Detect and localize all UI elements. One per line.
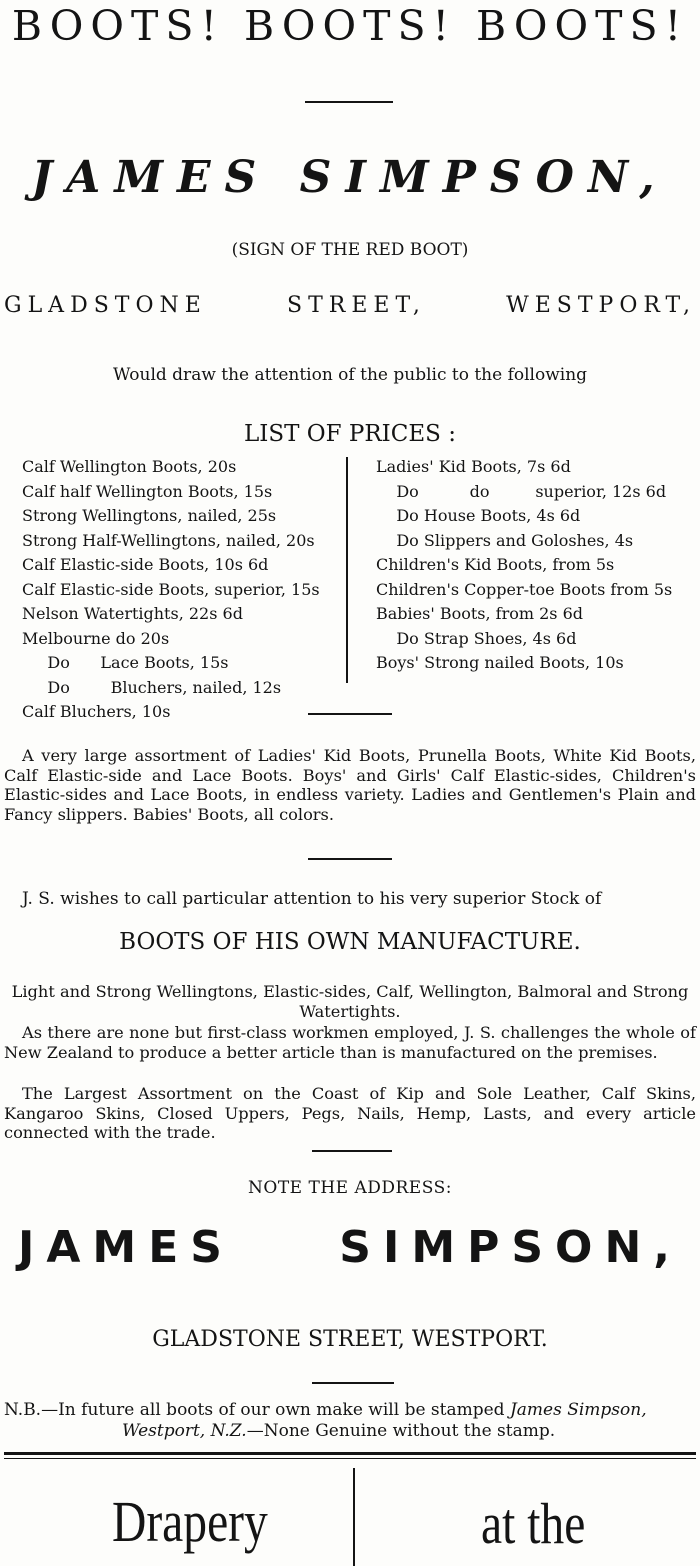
price-item: Calf Elastic-side Boots, 10s 6d bbox=[22, 555, 269, 574]
own-manufacture-heading: BOOTS OF HIS OWN MANUFACTURE. bbox=[119, 929, 581, 955]
next-advert-right-heading: at the bbox=[481, 1491, 586, 1556]
price-list-left bbox=[22, 455, 320, 725]
price-item: Calf half Wellington Boots, 15s bbox=[22, 481, 273, 501]
price-item: Calf Elastic-side Boots, superior, 15s bbox=[22, 579, 320, 599]
section-rule-thin bbox=[4, 1458, 696, 1459]
divider bbox=[312, 1150, 392, 1152]
address-town: WESTPORT, bbox=[506, 293, 696, 318]
price-item: Nelson Watertights, 22s 6d bbox=[22, 604, 243, 623]
price-item: Babies' Boots, from 2s 6d bbox=[376, 604, 584, 623]
divider bbox=[308, 713, 392, 715]
nb-stamp-place: Westport, N.Z. bbox=[122, 1421, 247, 1441]
price-item: Do Lace Boots, 15s bbox=[22, 653, 229, 672]
price-item: Do Slippers and Goloshes, 4s bbox=[376, 530, 634, 550]
divider bbox=[305, 101, 393, 103]
nb-prefix: N.B.—In future all boots of our own make will be stamped bbox=[4, 1400, 510, 1420]
proprietor-name-large bbox=[18, 1222, 682, 1273]
assortment-paragraph: A very large assortment of Ladies' Kid Boots, Prunella Boots, White Kid Boots, Calf Elastic-side and Lace Boots. Boys' and Girls' Calf Elastic-sides, Children's Elastic-sides and Lace Boots, in endless variety. Ladies and Gentlemen's Plain and Fancy slippers. Babies' Boots, all colors. bbox=[4, 746, 696, 824]
address-street-name: GLADSTONE bbox=[4, 293, 207, 318]
shop-sign: (SIGN OF THE RED BOOT) bbox=[231, 240, 469, 260]
price-item: Calf Wellington Boots, 20s bbox=[22, 457, 237, 476]
price-item: Strong Wellingtons, nailed, 25s bbox=[22, 506, 277, 525]
price-item: Strong Half-Wellingtons, nailed, 20s bbox=[22, 530, 315, 550]
price-item: Children's Copper-toe Boots from 5s bbox=[376, 579, 673, 599]
next-advert-left-heading: Drapery bbox=[112, 1489, 268, 1554]
nb-stamp-name: James Simpson, bbox=[509, 1400, 647, 1420]
price-list-heading: LIST OF PRICES : bbox=[244, 421, 456, 447]
price-list-right bbox=[376, 455, 672, 676]
price-item: Boys' Strong nailed Boots, 10s bbox=[376, 653, 624, 672]
price-item: Calf Bluchers, 10s bbox=[22, 702, 171, 721]
price-item: Ladies' Kid Boots, 7s 6d bbox=[376, 457, 571, 476]
section-rule-thick bbox=[4, 1452, 696, 1455]
proprietor-last-name: SIMPSON, bbox=[339, 1222, 682, 1273]
full-address: GLADSTONE STREET, WESTPORT. bbox=[152, 1327, 548, 1352]
attention-text: J. S. wishes to call particular attention to his very superior Stock of bbox=[22, 889, 602, 909]
column-divider bbox=[353, 1468, 355, 1566]
price-item: Melbourne do 20s bbox=[22, 628, 170, 648]
divider bbox=[312, 1382, 394, 1384]
nota-bene bbox=[4, 1400, 696, 1442]
address-street: STREET, bbox=[287, 293, 426, 318]
shop-address bbox=[4, 293, 696, 318]
nb-suffix: —None Genuine without the stamp. bbox=[246, 1421, 556, 1441]
intro-text: Would draw the attention of the public to the following bbox=[112, 365, 588, 385]
note-address-heading: NOTE THE ADDRESS: bbox=[248, 1178, 452, 1198]
headline: BOOTS! BOOTS! BOOTS! bbox=[11, 2, 689, 50]
price-item: Do do superior, 12s 6d bbox=[376, 481, 667, 501]
column-divider bbox=[346, 457, 348, 683]
price-item: Do House Boots, 4s 6d bbox=[376, 506, 581, 525]
price-item: Do Bluchers, nailed, 12s bbox=[22, 677, 282, 697]
proprietor-first-name: JAMES bbox=[18, 1222, 234, 1273]
largest-assortment-paragraph: The Largest Assortment on the Coast of Kip and Sole Leather, Calf Skins, Kangaroo Skins, Closed Uppers, Pegs, Nails, Hemp, Lasts, and every article connected with the trade. bbox=[4, 1084, 696, 1142]
price-item: Do Strap Shoes, 4s 6d bbox=[376, 628, 577, 648]
divider bbox=[308, 858, 392, 860]
price-item: Children's Kid Boots, from 5s bbox=[376, 555, 615, 574]
proprietor-name: JAMES SIMPSON, bbox=[31, 152, 669, 203]
workmen-paragraph: As there are none but first-class workmen employed, J. S. challenges the whole of New Zealand to produce a better article than is manufactured on the premises. bbox=[4, 1023, 696, 1062]
manufacture-list: Light and Strong Wellingtons, Elastic-sides, Calf, Wellington, Balmoral and Strong Watertights. bbox=[11, 982, 689, 1021]
